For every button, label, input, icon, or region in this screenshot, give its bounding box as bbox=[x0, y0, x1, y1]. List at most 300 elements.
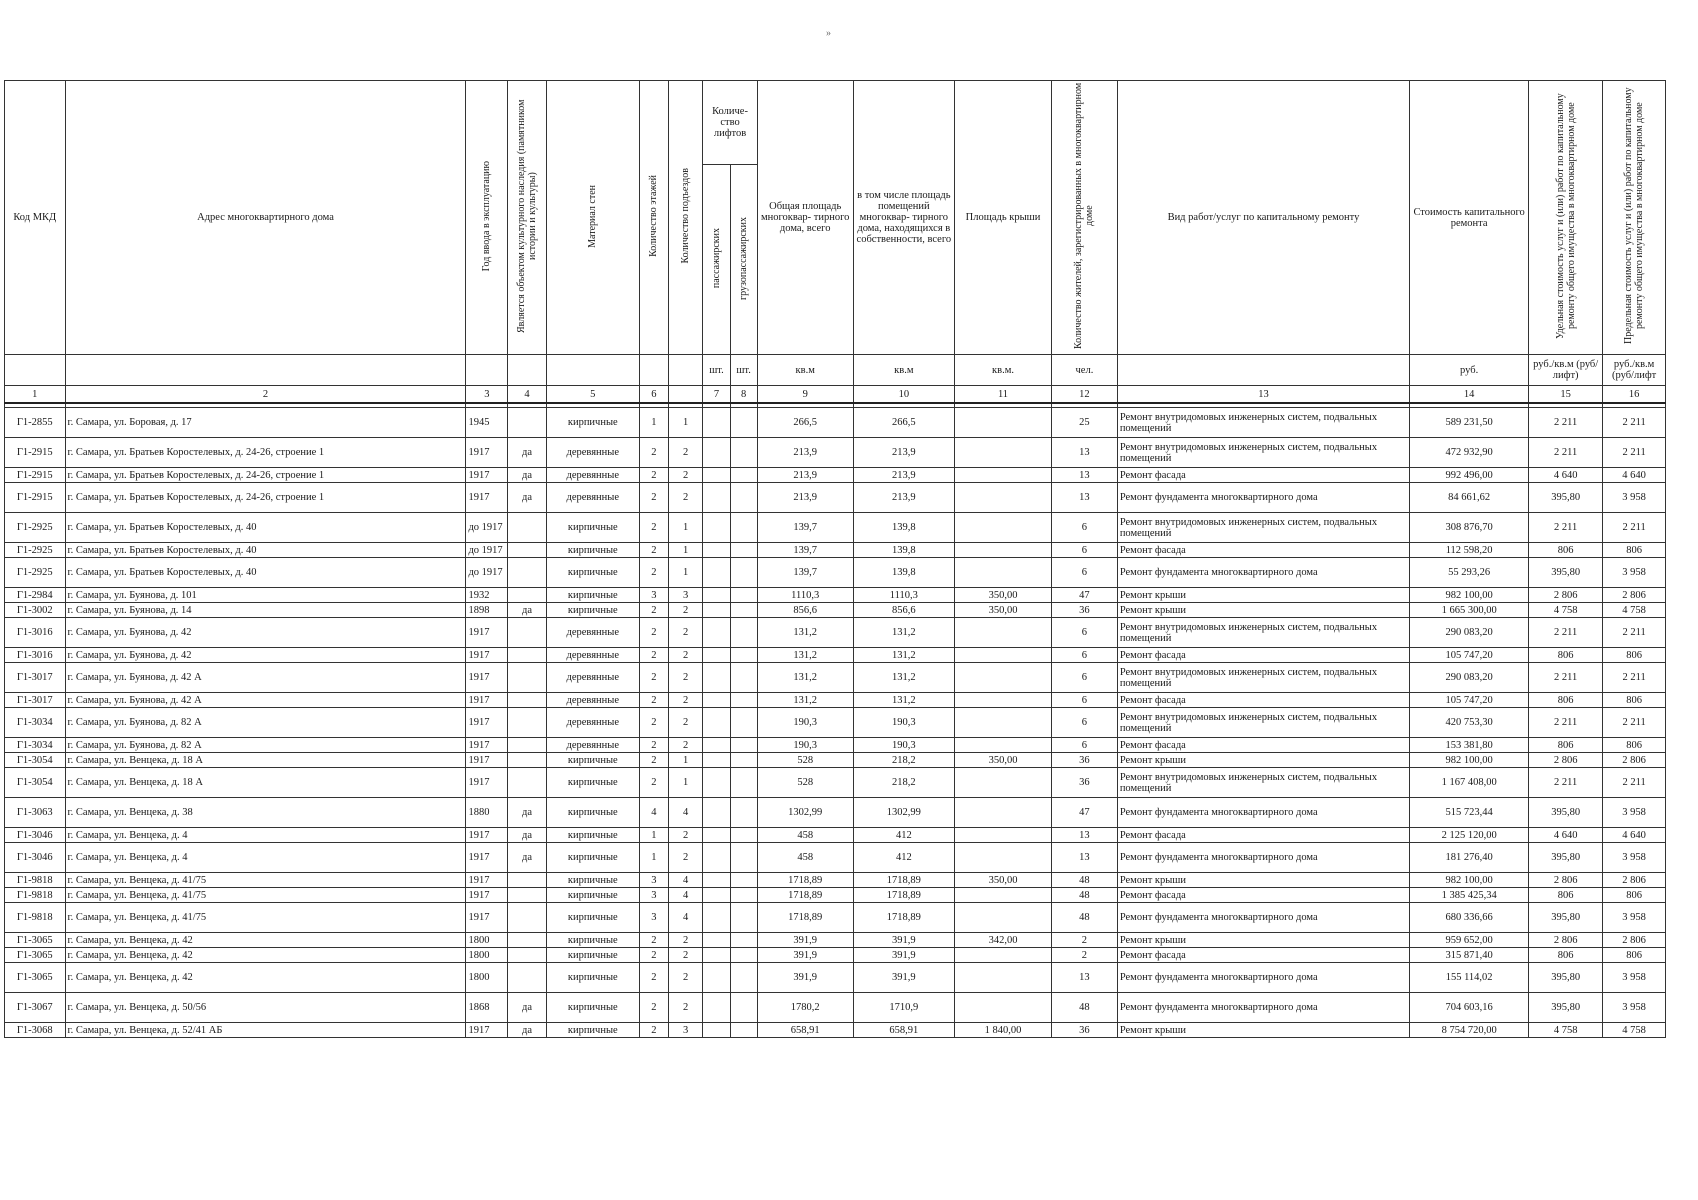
cell-residents: 2 bbox=[1052, 948, 1118, 963]
cell-unit-cost: 2 806 bbox=[1529, 933, 1603, 948]
cell-lifts-cargo bbox=[730, 753, 757, 768]
cell-lifts-pass bbox=[703, 648, 730, 663]
cell-work-type: Ремонт внутридомовых инженерных систем, подвальных помещений bbox=[1117, 768, 1409, 798]
cell-walls: кирпичные bbox=[546, 963, 639, 993]
cell-address: г. Самара, ул. Буянова, д. 101 bbox=[65, 588, 466, 603]
cell-unit-cost: 2 211 bbox=[1529, 438, 1603, 468]
cell-floors: 2 bbox=[639, 768, 668, 798]
cell-walls: кирпичные bbox=[546, 948, 639, 963]
col-number: 4 bbox=[508, 386, 547, 404]
cell-walls: кирпичные bbox=[546, 843, 639, 873]
cell-floors: 2 bbox=[639, 963, 668, 993]
cell-entrances: 3 bbox=[668, 588, 702, 603]
cell-roof-area bbox=[954, 468, 1051, 483]
cell-max-cost: 2 806 bbox=[1603, 588, 1666, 603]
cell-max-cost: 3 958 bbox=[1603, 558, 1666, 588]
cell-max-cost: 4 640 bbox=[1603, 468, 1666, 483]
cell-roof-area bbox=[954, 513, 1051, 543]
col-residents-header: Количество жителей, зарегистрированных в многоквартирном доме bbox=[1052, 81, 1118, 355]
cell-entrances: 4 bbox=[668, 888, 702, 903]
cell-address: г. Самара, ул. Боровая, д. 17 bbox=[65, 408, 466, 438]
cell-residents: 36 bbox=[1052, 753, 1118, 768]
cell-unit-cost: 806 bbox=[1529, 648, 1603, 663]
col-number: 11 bbox=[954, 386, 1051, 404]
cell-roof-area: 350,00 bbox=[954, 588, 1051, 603]
cell-code: Г1-3002 bbox=[5, 603, 66, 618]
cell-unit-cost: 2 211 bbox=[1529, 768, 1603, 798]
col-number: 12 bbox=[1052, 386, 1118, 404]
cell-roof-area bbox=[954, 408, 1051, 438]
col-number: 5 bbox=[546, 386, 639, 404]
cell-area-total: 391,9 bbox=[757, 933, 853, 948]
cell-year: 1917 bbox=[466, 753, 508, 768]
cell-address: г. Самара, ул. Венцека, д. 38 bbox=[65, 798, 466, 828]
cell-area-total: 1780,2 bbox=[757, 993, 853, 1023]
cell-max-cost: 3 958 bbox=[1603, 963, 1666, 993]
cell-entrances: 2 bbox=[668, 603, 702, 618]
cell-floors: 2 bbox=[639, 648, 668, 663]
cell-max-cost: 806 bbox=[1603, 648, 1666, 663]
cell-floors: 1 bbox=[639, 408, 668, 438]
cell-area-owned: 213,9 bbox=[853, 468, 954, 483]
cell-lifts-pass bbox=[703, 798, 730, 828]
cell-address: г. Самара, ул. Венцека, д. 18 А bbox=[65, 768, 466, 798]
cell-floors: 2 bbox=[639, 753, 668, 768]
col-number: 8 bbox=[730, 386, 757, 404]
cell-walls: деревянные bbox=[546, 738, 639, 753]
cell-area-owned: 391,9 bbox=[853, 948, 954, 963]
col-lifts-pass-header: пассажирских bbox=[703, 165, 730, 355]
cell-floors: 2 bbox=[639, 438, 668, 468]
cell-heritage bbox=[508, 768, 547, 798]
cell-year: до 1917 bbox=[466, 543, 508, 558]
cell-heritage bbox=[508, 588, 547, 603]
cell-roof-area: 1 840,00 bbox=[954, 1023, 1051, 1038]
cell-heritage bbox=[508, 708, 547, 738]
cell-roof-area bbox=[954, 798, 1051, 828]
cell-entrances: 4 bbox=[668, 798, 702, 828]
cell-lifts-cargo bbox=[730, 903, 757, 933]
cell-code: Г1-3046 bbox=[5, 843, 66, 873]
cell-max-cost: 3 958 bbox=[1603, 903, 1666, 933]
cell-lifts-cargo bbox=[730, 708, 757, 738]
cell-unit-cost: 395,80 bbox=[1529, 483, 1603, 513]
cell-roof-area bbox=[954, 768, 1051, 798]
cell-residents: 13 bbox=[1052, 843, 1118, 873]
cell-year: 1800 bbox=[466, 948, 508, 963]
cell-lifts-pass bbox=[703, 618, 730, 648]
cell-code: Г1-3017 bbox=[5, 663, 66, 693]
cell-code: Г1-3065 bbox=[5, 948, 66, 963]
col-number: 15 bbox=[1529, 386, 1603, 404]
cell-code: Г1-2915 bbox=[5, 468, 66, 483]
cell-cost: 315 871,40 bbox=[1410, 948, 1529, 963]
cell-year: 1898 bbox=[466, 603, 508, 618]
cell-residents: 48 bbox=[1052, 903, 1118, 933]
cell-heritage bbox=[508, 558, 547, 588]
cell-lifts-cargo bbox=[730, 948, 757, 963]
cell-unit-cost: 4 758 bbox=[1529, 603, 1603, 618]
cell-lifts-cargo bbox=[730, 1023, 757, 1038]
cell-area-total: 131,2 bbox=[757, 618, 853, 648]
cell-floors: 2 bbox=[639, 543, 668, 558]
cell-unit-cost: 2 806 bbox=[1529, 873, 1603, 888]
cell-residents: 48 bbox=[1052, 873, 1118, 888]
cell-residents: 6 bbox=[1052, 543, 1118, 558]
cell-floors: 3 bbox=[639, 903, 668, 933]
cell-lifts-cargo bbox=[730, 693, 757, 708]
cell-heritage: да bbox=[508, 1023, 547, 1038]
cell-address: г. Самара, ул. Братьев Коростелевых, д. 24-26, строение 1 bbox=[65, 438, 466, 468]
cell-area-total: 528 bbox=[757, 768, 853, 798]
col-address-header: Адрес многоквартирного дома bbox=[65, 81, 466, 355]
cell-walls: кирпичные bbox=[546, 753, 639, 768]
cell-area-owned: 213,9 bbox=[853, 483, 954, 513]
cell-year: 1800 bbox=[466, 963, 508, 993]
col-number: 6 bbox=[639, 386, 668, 404]
cell-lifts-pass bbox=[703, 693, 730, 708]
cell-cost: 290 083,20 bbox=[1410, 663, 1529, 693]
cell-walls: деревянные bbox=[546, 648, 639, 663]
cell-floors: 2 bbox=[639, 603, 668, 618]
cell-entrances: 2 bbox=[668, 948, 702, 963]
cell-floors: 2 bbox=[639, 468, 668, 483]
cell-lifts-pass bbox=[703, 708, 730, 738]
cell-residents: 6 bbox=[1052, 663, 1118, 693]
cell-walls: кирпичные bbox=[546, 993, 639, 1023]
cell-residents: 13 bbox=[1052, 828, 1118, 843]
cell-area-owned: 1718,89 bbox=[853, 888, 954, 903]
cell-entrances: 1 bbox=[668, 543, 702, 558]
cell-walls: кирпичные bbox=[546, 543, 639, 558]
cell-heritage bbox=[508, 963, 547, 993]
cell-lifts-pass bbox=[703, 738, 730, 753]
cell-code: Г1-9818 bbox=[5, 873, 66, 888]
cell-unit-cost: 395,80 bbox=[1529, 963, 1603, 993]
cell-code: Г1-9818 bbox=[5, 903, 66, 933]
cell-lifts-cargo bbox=[730, 558, 757, 588]
cell-residents: 25 bbox=[1052, 408, 1118, 438]
cell-heritage bbox=[508, 888, 547, 903]
cell-residents: 6 bbox=[1052, 558, 1118, 588]
cell-cost: 84 661,62 bbox=[1410, 483, 1529, 513]
cell-residents: 6 bbox=[1052, 708, 1118, 738]
col-walls-header: Материал стен bbox=[546, 81, 639, 355]
cell-max-cost: 3 958 bbox=[1603, 483, 1666, 513]
cell-floors: 1 bbox=[639, 828, 668, 843]
cell-roof-area bbox=[954, 483, 1051, 513]
cell-code: Г1-3067 bbox=[5, 993, 66, 1023]
cell-area-owned: 190,3 bbox=[853, 738, 954, 753]
cell-walls: деревянные bbox=[546, 693, 639, 708]
cell-floors: 2 bbox=[639, 738, 668, 753]
table-row bbox=[5, 963, 1666, 993]
cell-code: Г1-3065 bbox=[5, 963, 66, 993]
cell-work-type: Ремонт фасада bbox=[1117, 948, 1409, 963]
table-row bbox=[5, 693, 1666, 708]
cell-entrances: 1 bbox=[668, 753, 702, 768]
table-row bbox=[5, 648, 1666, 663]
cell-lifts-pass bbox=[703, 768, 730, 798]
cell-floors: 2 bbox=[639, 948, 668, 963]
cell-address: г. Самара, ул. Буянова, д. 42 bbox=[65, 618, 466, 648]
cell-max-cost: 3 958 bbox=[1603, 798, 1666, 828]
cell-residents: 13 bbox=[1052, 483, 1118, 513]
cell-year: 1917 bbox=[466, 618, 508, 648]
cell-area-owned: 131,2 bbox=[853, 618, 954, 648]
cell-area-owned: 139,8 bbox=[853, 543, 954, 558]
cell-cost: 982 100,00 bbox=[1410, 873, 1529, 888]
cell-max-cost: 806 bbox=[1603, 543, 1666, 558]
cell-cost: 1 385 425,34 bbox=[1410, 888, 1529, 903]
col-number: 16 bbox=[1603, 386, 1666, 404]
cell-work-type: Ремонт крыши bbox=[1117, 753, 1409, 768]
cell-area-total: 658,91 bbox=[757, 1023, 853, 1038]
cell-lifts-pass bbox=[703, 873, 730, 888]
col-max-cost-header: Предельная стоимость услуг и (или) работ по капитальному ремонту общего имущества в многоквартирном доме bbox=[1603, 81, 1666, 355]
cell-walls: кирпичные bbox=[546, 768, 639, 798]
cell-unit-cost: 4 640 bbox=[1529, 828, 1603, 843]
table-row bbox=[5, 738, 1666, 753]
cell-floors: 2 bbox=[639, 513, 668, 543]
cell-heritage bbox=[508, 543, 547, 558]
cell-walls: кирпичные bbox=[546, 1023, 639, 1038]
cell-residents: 36 bbox=[1052, 768, 1118, 798]
cell-code: Г1-9818 bbox=[5, 888, 66, 903]
cell-floors: 2 bbox=[639, 618, 668, 648]
cell-area-owned: 266,5 bbox=[853, 408, 954, 438]
cell-heritage bbox=[508, 738, 547, 753]
cell-cost: 181 276,40 bbox=[1410, 843, 1529, 873]
cell-lifts-pass bbox=[703, 483, 730, 513]
cell-cost: 1 665 300,00 bbox=[1410, 603, 1529, 618]
cell-unit-cost: 4 758 bbox=[1529, 1023, 1603, 1038]
cell-floors: 2 bbox=[639, 1023, 668, 1038]
cell-area-owned: 131,2 bbox=[853, 663, 954, 693]
cell-cost: 959 652,00 bbox=[1410, 933, 1529, 948]
cell-year: до 1917 bbox=[466, 558, 508, 588]
cell-floors: 2 bbox=[639, 933, 668, 948]
cell-area-owned: 190,3 bbox=[853, 708, 954, 738]
cell-year: 1917 bbox=[466, 1023, 508, 1038]
cell-lifts-cargo bbox=[730, 798, 757, 828]
cell-entrances: 2 bbox=[668, 438, 702, 468]
cell-address: г. Самара, ул. Венцека, д. 4 bbox=[65, 828, 466, 843]
cell-roof-area: 350,00 bbox=[954, 753, 1051, 768]
cell-unit-cost: 2 211 bbox=[1529, 513, 1603, 543]
cell-max-cost: 4 640 bbox=[1603, 828, 1666, 843]
cell-area-total: 458 bbox=[757, 843, 853, 873]
cell-address: г. Самара, ул. Братьев Коростелевых, д. 40 bbox=[65, 558, 466, 588]
cell-max-cost: 2 211 bbox=[1603, 408, 1666, 438]
cell-area-total: 213,9 bbox=[757, 483, 853, 513]
cell-lifts-pass bbox=[703, 558, 730, 588]
cell-walls: деревянные bbox=[546, 483, 639, 513]
cell-lifts-cargo bbox=[730, 828, 757, 843]
table-row bbox=[5, 543, 1666, 558]
cell-code: Г1-2925 bbox=[5, 543, 66, 558]
cell-work-type: Ремонт внутридомовых инженерных систем, подвальных помещений bbox=[1117, 438, 1409, 468]
cell-roof-area bbox=[954, 648, 1051, 663]
cell-max-cost: 2 211 bbox=[1603, 708, 1666, 738]
cell-year: 1917 bbox=[466, 843, 508, 873]
cell-address: г. Самара, ул. Венцека, д. 42 bbox=[65, 963, 466, 993]
cell-year: 1917 bbox=[466, 888, 508, 903]
cell-max-cost: 806 bbox=[1603, 888, 1666, 903]
cell-lifts-pass bbox=[703, 663, 730, 693]
cell-residents: 36 bbox=[1052, 1023, 1118, 1038]
cell-year: 1917 bbox=[466, 738, 508, 753]
cell-area-total: 458 bbox=[757, 828, 853, 843]
cell-walls: кирпичные bbox=[546, 903, 639, 933]
cell-roof-area bbox=[954, 948, 1051, 963]
cell-code: Г1-3065 bbox=[5, 933, 66, 948]
cell-year: 1917 bbox=[466, 483, 508, 513]
cell-lifts-cargo bbox=[730, 483, 757, 513]
cell-entrances: 2 bbox=[668, 483, 702, 513]
cell-work-type: Ремонт внутридомовых инженерных систем, подвальных помещений bbox=[1117, 663, 1409, 693]
cell-cost: 515 723,44 bbox=[1410, 798, 1529, 828]
col-number: 13 bbox=[1117, 386, 1409, 404]
cell-year: 1917 bbox=[466, 873, 508, 888]
cell-lifts-cargo bbox=[730, 738, 757, 753]
table-row bbox=[5, 873, 1666, 888]
cell-max-cost: 806 bbox=[1603, 693, 1666, 708]
cell-lifts-pass bbox=[703, 963, 730, 993]
cell-lifts-cargo bbox=[730, 618, 757, 648]
page-mark: » bbox=[826, 28, 831, 39]
cell-address: г. Самара, ул. Венцека, д. 18 А bbox=[65, 753, 466, 768]
cell-work-type: Ремонт фундамента многоквартирного дома bbox=[1117, 558, 1409, 588]
cell-lifts-cargo bbox=[730, 888, 757, 903]
cell-entrances: 2 bbox=[668, 993, 702, 1023]
cell-roof-area: 350,00 bbox=[954, 873, 1051, 888]
cell-entrances: 1 bbox=[668, 408, 702, 438]
cell-area-owned: 131,2 bbox=[853, 693, 954, 708]
cell-address: г. Самара, ул. Венцека, д. 41/75 bbox=[65, 888, 466, 903]
col-number: 14 bbox=[1410, 386, 1529, 404]
cell-entrances: 2 bbox=[668, 843, 702, 873]
cell-address: г. Самара, ул. Венцека, д. 4 bbox=[65, 843, 466, 873]
cell-floors: 2 bbox=[639, 708, 668, 738]
cell-work-type: Ремонт внутридомовых инженерных систем, подвальных помещений bbox=[1117, 513, 1409, 543]
table-row bbox=[5, 603, 1666, 618]
cell-heritage bbox=[508, 648, 547, 663]
cell-roof-area bbox=[954, 888, 1051, 903]
cell-walls: деревянные bbox=[546, 663, 639, 693]
cell-max-cost: 3 958 bbox=[1603, 993, 1666, 1023]
cell-unit-cost: 2 806 bbox=[1529, 588, 1603, 603]
cell-code: Г1-2925 bbox=[5, 558, 66, 588]
cell-residents: 6 bbox=[1052, 738, 1118, 753]
cell-max-cost: 4 758 bbox=[1603, 1023, 1666, 1038]
col-heritage-header: Является объектом культурного наследия (памятником истории и культуры) bbox=[508, 81, 547, 355]
cell-residents: 13 bbox=[1052, 468, 1118, 483]
cell-address: г. Самара, ул. Венцека, д. 52/41 АБ bbox=[65, 1023, 466, 1038]
cell-area-total: 266,5 bbox=[757, 408, 853, 438]
cell-address: г. Самара, ул. Буянова, д. 14 bbox=[65, 603, 466, 618]
cell-walls: кирпичные bbox=[546, 873, 639, 888]
cell-heritage: да bbox=[508, 828, 547, 843]
cell-work-type: Ремонт фундамента многоквартирного дома bbox=[1117, 483, 1409, 513]
cell-residents: 6 bbox=[1052, 693, 1118, 708]
cell-area-total: 190,3 bbox=[757, 738, 853, 753]
cell-lifts-cargo bbox=[730, 468, 757, 483]
cell-unit-cost: 2 806 bbox=[1529, 753, 1603, 768]
cell-area-total: 1302,99 bbox=[757, 798, 853, 828]
units-row bbox=[5, 355, 1666, 386]
table-row bbox=[5, 513, 1666, 543]
cell-lifts-cargo bbox=[730, 648, 757, 663]
cell-area-owned: 1710,9 bbox=[853, 993, 954, 1023]
cell-area-owned: 218,2 bbox=[853, 768, 954, 798]
cell-work-type: Ремонт фасада bbox=[1117, 648, 1409, 663]
cell-area-owned: 1302,99 bbox=[853, 798, 954, 828]
cell-roof-area bbox=[954, 843, 1051, 873]
table-row bbox=[5, 468, 1666, 483]
cell-area-total: 131,2 bbox=[757, 663, 853, 693]
cell-year: 1917 bbox=[466, 468, 508, 483]
cell-code: Г1-2984 bbox=[5, 588, 66, 603]
table-row bbox=[5, 438, 1666, 468]
cell-area-owned: 218,2 bbox=[853, 753, 954, 768]
cell-area-owned: 391,9 bbox=[853, 963, 954, 993]
cell-work-type: Ремонт фасада bbox=[1117, 738, 1409, 753]
cell-address: г. Самара, ул. Венцека, д. 41/75 bbox=[65, 903, 466, 933]
cell-max-cost: 4 758 bbox=[1603, 603, 1666, 618]
cell-entrances: 2 bbox=[668, 618, 702, 648]
cell-entrances: 1 bbox=[668, 513, 702, 543]
cell-work-type: Ремонт крыши bbox=[1117, 603, 1409, 618]
cell-area-total: 131,2 bbox=[757, 648, 853, 663]
cell-work-type: Ремонт фундамента многоквартирного дома bbox=[1117, 993, 1409, 1023]
cell-code: Г1-3054 bbox=[5, 753, 66, 768]
cell-floors: 2 bbox=[639, 483, 668, 513]
cell-max-cost: 2 211 bbox=[1603, 768, 1666, 798]
cell-area-total: 131,2 bbox=[757, 693, 853, 708]
cell-roof-area bbox=[954, 543, 1051, 558]
cell-year: 1945 bbox=[466, 408, 508, 438]
table-row bbox=[5, 828, 1666, 843]
cell-floors: 2 bbox=[639, 993, 668, 1023]
col-area-owned-header: в том числе площадь помещений многоквар- тирного дома, находящихся в собственности, всего bbox=[853, 81, 954, 355]
table-row bbox=[5, 753, 1666, 768]
cell-code: Г1-2925 bbox=[5, 513, 66, 543]
cell-max-cost: 2 211 bbox=[1603, 618, 1666, 648]
cell-roof-area bbox=[954, 438, 1051, 468]
unit-max-cost: руб./кв.м (руб/лифт bbox=[1603, 355, 1666, 386]
cell-lifts-pass bbox=[703, 408, 730, 438]
cell-cost: 1 167 408,00 bbox=[1410, 768, 1529, 798]
cell-work-type: Ремонт фасада bbox=[1117, 828, 1409, 843]
cell-work-type: Ремонт фасада bbox=[1117, 888, 1409, 903]
table-row bbox=[5, 663, 1666, 693]
table-row bbox=[5, 933, 1666, 948]
cell-area-total: 391,9 bbox=[757, 948, 853, 963]
cell-area-total: 856,6 bbox=[757, 603, 853, 618]
cell-code: Г1-3063 bbox=[5, 798, 66, 828]
cell-entrances: 2 bbox=[668, 708, 702, 738]
cell-floors: 3 bbox=[639, 588, 668, 603]
cell-area-total: 1718,89 bbox=[757, 873, 853, 888]
cell-residents: 13 bbox=[1052, 438, 1118, 468]
table-row bbox=[5, 768, 1666, 798]
cell-area-total: 139,7 bbox=[757, 558, 853, 588]
cell-heritage bbox=[508, 873, 547, 888]
cell-residents: 36 bbox=[1052, 603, 1118, 618]
cell-roof-area bbox=[954, 963, 1051, 993]
cell-floors: 4 bbox=[639, 798, 668, 828]
